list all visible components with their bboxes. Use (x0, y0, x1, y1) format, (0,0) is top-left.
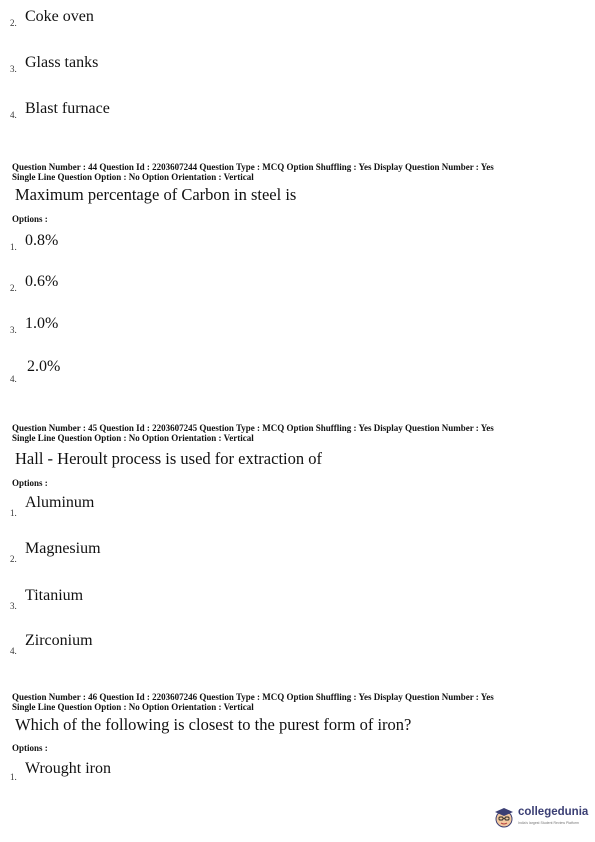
option-item (10, 540, 570, 562)
option-item (10, 494, 570, 516)
option-text: Blast furnace (25, 100, 110, 117)
logo-tagline: India's largest Student Review Platform (518, 821, 579, 825)
option-number: 3. (10, 601, 17, 611)
logo-wordmark: collegedunia (518, 806, 589, 818)
option-item (10, 587, 570, 609)
option-number: 4. (10, 374, 17, 384)
question-meta-line: Single Line Question Option : No Option Orientation : Vertical (12, 702, 254, 712)
question-meta-line: Question Number : 46 Question Id : 2203607246 Question Type : MCQ Option Shuffling : Yes Display Question Number : Yes (12, 692, 494, 702)
option-item (10, 358, 570, 384)
option-number: 3. (10, 325, 17, 335)
option-number: 2. (10, 18, 17, 28)
option-text: Coke oven (25, 8, 94, 25)
option-number: 4. (10, 646, 17, 656)
question-meta (12, 692, 572, 712)
option-item (10, 760, 570, 782)
option-item (10, 100, 570, 122)
collegedunia-logo (488, 803, 588, 835)
option-text: Aluminum (25, 494, 95, 511)
option-text: Wrought iron (25, 760, 112, 777)
question-text: Maximum percentage of Carbon in steel is (15, 185, 297, 204)
question-meta (12, 162, 572, 182)
options-label: Options : (12, 214, 48, 224)
option-number: 1. (10, 772, 17, 782)
option-number: 1. (10, 242, 17, 252)
question-meta (12, 423, 572, 443)
option-text: 0.6% (25, 273, 59, 290)
option-number: 2. (10, 283, 17, 293)
option-text: Zirconium (25, 632, 93, 649)
option-text: Titanium (25, 587, 84, 604)
option-item (10, 632, 570, 654)
option-item (10, 315, 570, 337)
question-meta-line: Single Line Question Option : No Option Orientation : Vertical (12, 433, 254, 443)
question-text: Hall - Heroult process is used for extraction of (15, 449, 322, 468)
question-meta-line: Single Line Question Option : No Option Orientation : Vertical (12, 172, 254, 182)
option-item (10, 54, 570, 76)
option-text: Glass tanks (25, 54, 99, 71)
option-item (10, 232, 570, 254)
option-text: 1.0% (25, 315, 59, 332)
option-text: 0.8% (25, 232, 59, 249)
option-text: Magnesium (25, 540, 101, 557)
option-item (10, 273, 570, 295)
options-label: Options : (12, 743, 48, 753)
question-text: Which of the following is closest to the purest form of iron? (15, 715, 412, 734)
option-item (10, 8, 570, 30)
option-number: 3. (10, 64, 17, 74)
option-number: 1. (10, 508, 17, 518)
student-mascot-icon (492, 805, 516, 829)
option-number: 2. (10, 554, 17, 564)
options-label: Options : (12, 478, 48, 488)
option-text: 2.0% (27, 358, 61, 375)
question-meta-line: Question Number : 45 Question Id : 2203607245 Question Type : MCQ Option Shuffling : Yes Display Question Number : Yes (12, 423, 494, 433)
question-meta-line: Question Number : 44 Question Id : 2203607244 Question Type : MCQ Option Shuffling : Yes Display Question Number : Yes (12, 162, 494, 172)
option-number: 4. (10, 110, 17, 120)
